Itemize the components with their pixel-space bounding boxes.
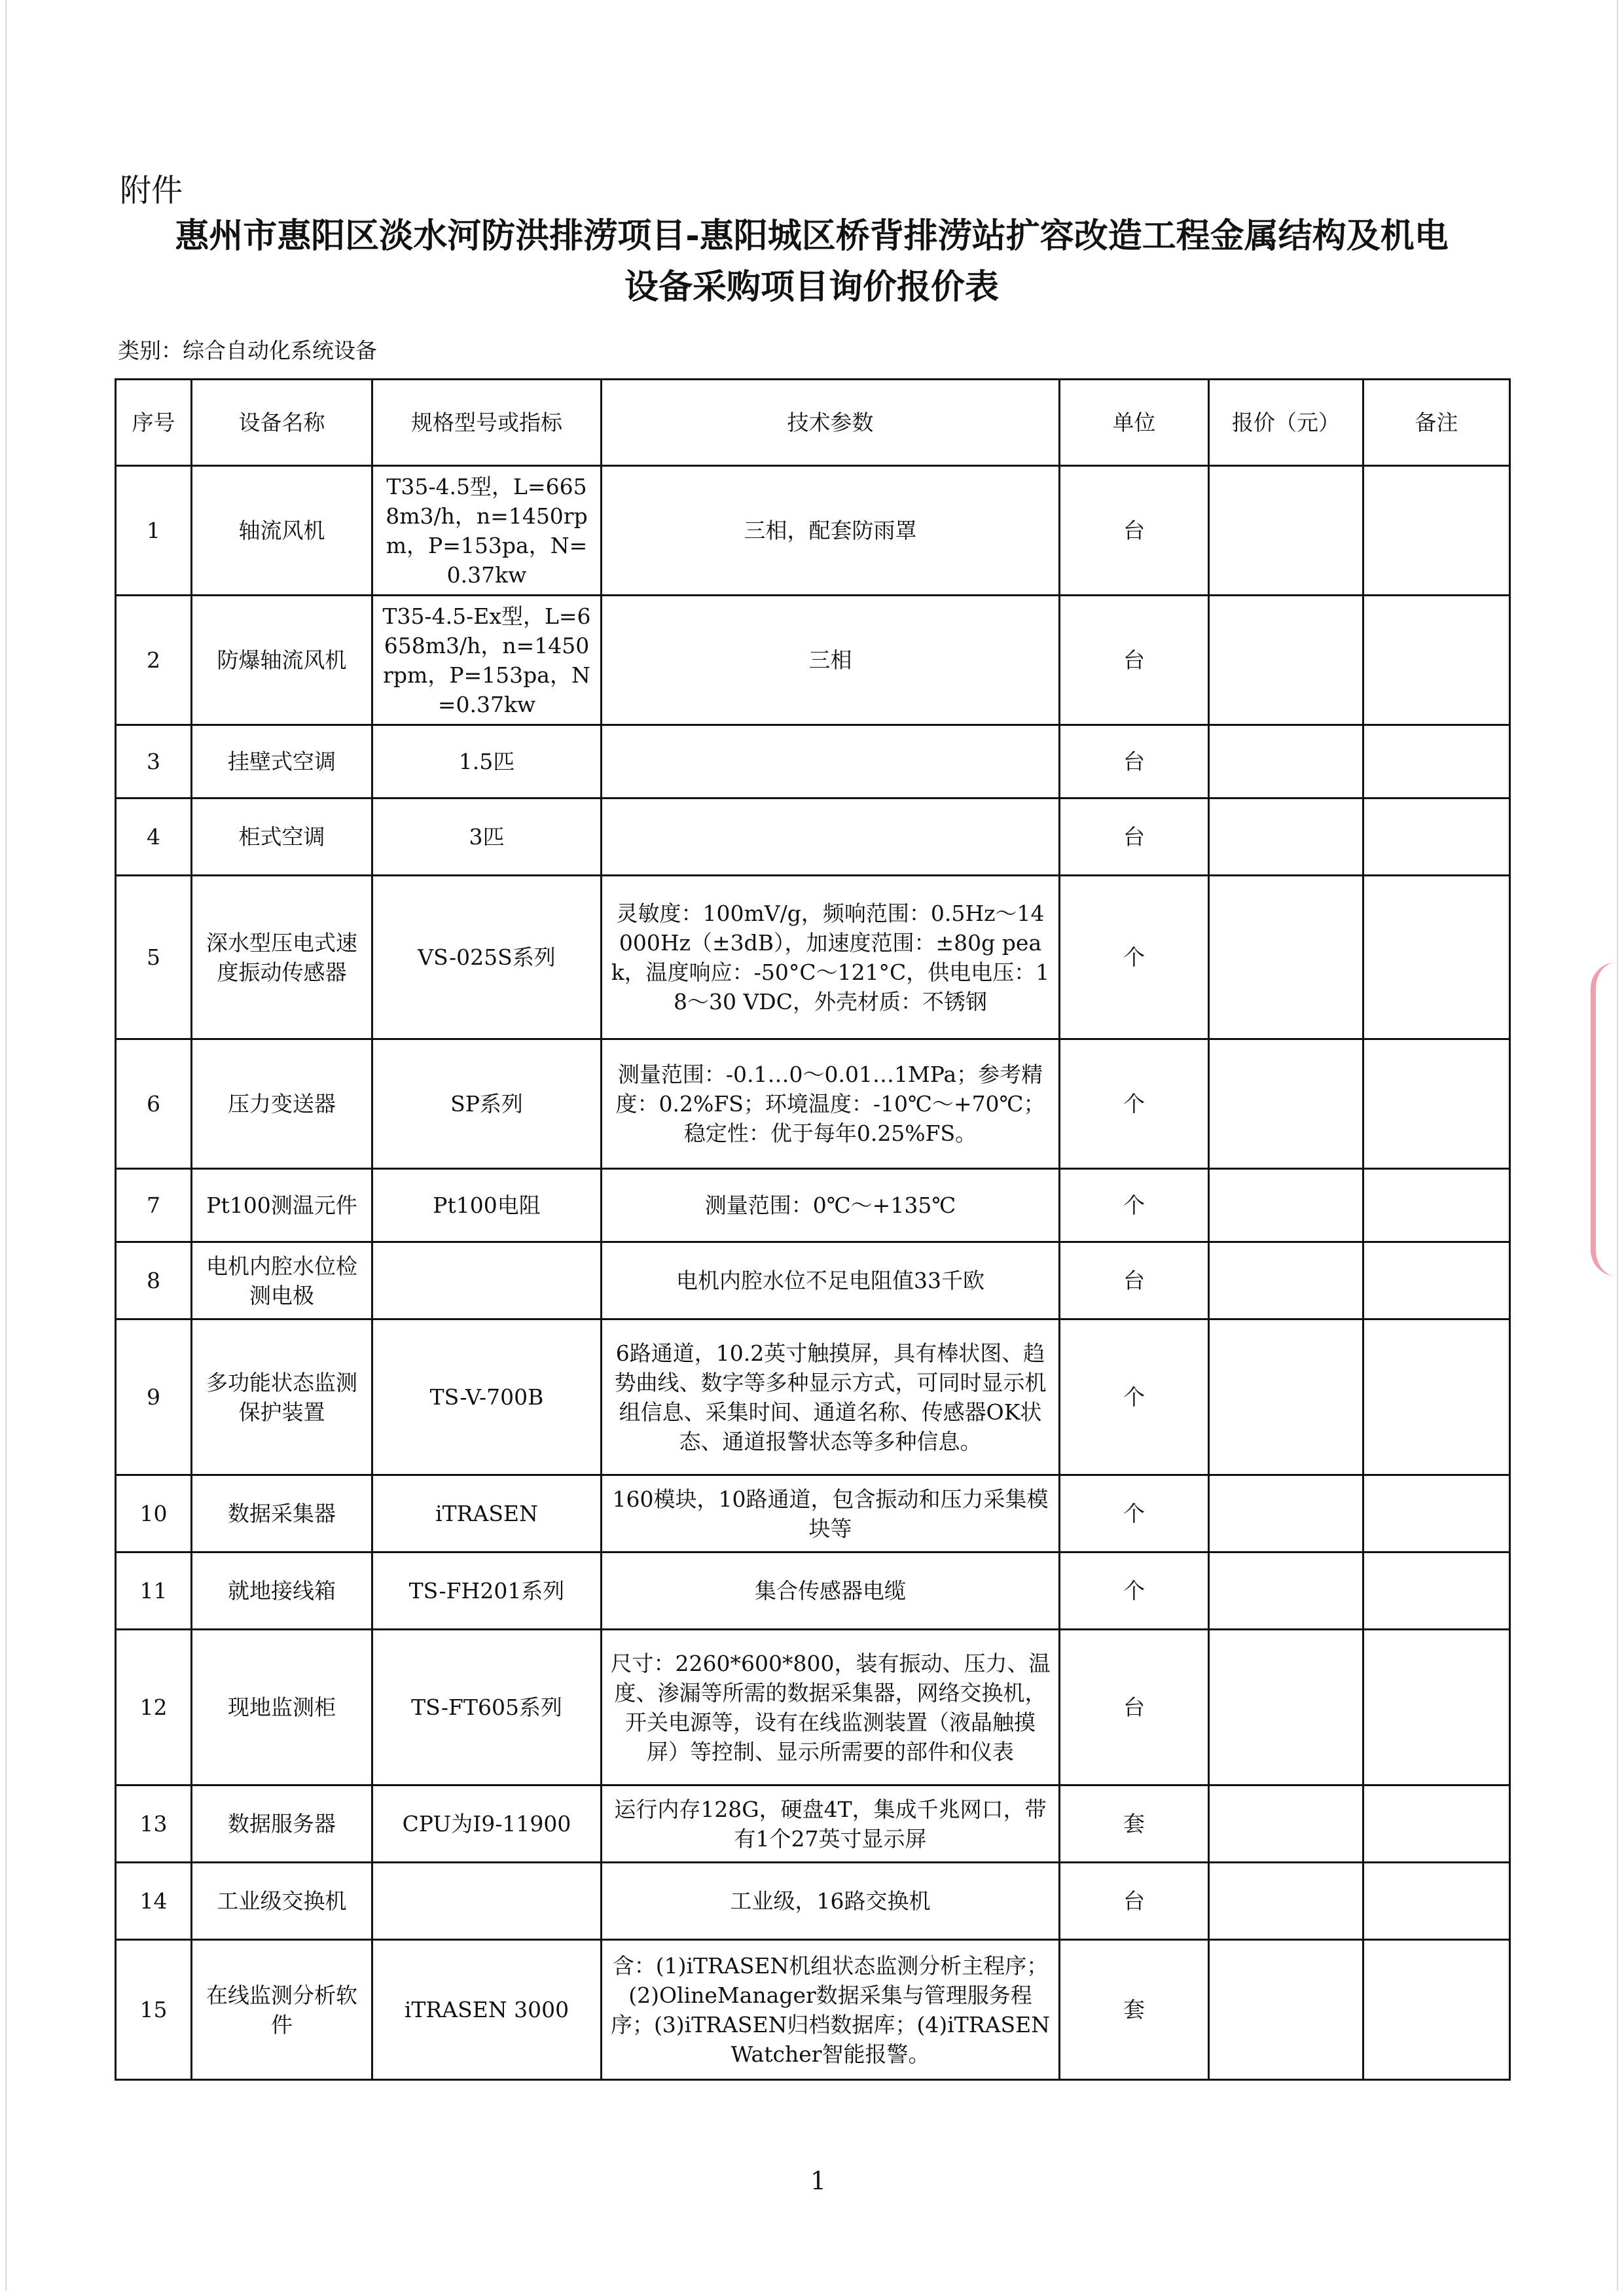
cell-remark[interactable] xyxy=(1363,876,1510,1039)
cell-unit: 套 xyxy=(1060,1785,1209,1863)
cell-remark[interactable] xyxy=(1363,1242,1510,1319)
table-row xyxy=(116,1319,1510,1475)
cell-remark[interactable] xyxy=(1363,1940,1510,2080)
cell-remark[interactable] xyxy=(1363,1785,1510,1863)
cell-no: 10 xyxy=(116,1475,192,1552)
cell-no: 3 xyxy=(116,725,192,798)
table-row xyxy=(116,1169,1510,1242)
table-row xyxy=(116,1630,1510,1785)
cell-spec: TS-V-700B xyxy=(372,1319,602,1475)
cell-spec: 1.5匹 xyxy=(372,725,602,798)
table-row xyxy=(116,596,1510,725)
table-row xyxy=(116,1039,1510,1169)
cell-remark[interactable] xyxy=(1363,466,1510,596)
cell-spec: CPU为I9-11900 xyxy=(372,1785,602,1863)
table-row xyxy=(116,1475,1510,1552)
cell-unit: 个 xyxy=(1060,876,1209,1039)
cell-no: 2 xyxy=(116,596,192,725)
cell-price[interactable] xyxy=(1209,1039,1363,1169)
cell-params: 三相，配套防雨罩 xyxy=(602,466,1060,596)
cell-unit: 台 xyxy=(1060,1863,1209,1940)
cell-price[interactable] xyxy=(1209,1169,1363,1242)
cell-no: 15 xyxy=(116,1940,192,2080)
cell-name: 数据服务器 xyxy=(192,1785,372,1863)
document-title xyxy=(98,211,1525,313)
cell-name: 深水型压电式速度振动传感器 xyxy=(192,876,372,1039)
cell-params: 测量范围：0℃～+135℃ xyxy=(602,1169,1060,1242)
cell-unit: 套 xyxy=(1060,1940,1209,2080)
header-cell: 序号 xyxy=(116,380,192,466)
header-cell: 设备名称 xyxy=(192,380,372,466)
cell-no: 14 xyxy=(116,1863,192,1940)
cell-price[interactable] xyxy=(1209,798,1363,876)
cell-unit: 个 xyxy=(1060,1552,1209,1630)
cell-price[interactable] xyxy=(1209,1552,1363,1630)
cell-params: 集合传感器电缆 xyxy=(602,1552,1060,1630)
cell-unit: 个 xyxy=(1060,1169,1209,1242)
cell-name: 数据采集器 xyxy=(192,1475,372,1552)
table-row xyxy=(116,1863,1510,1940)
cell-spec: iTRASEN 3000 xyxy=(372,1940,602,2080)
cell-unit: 台 xyxy=(1060,798,1209,876)
cell-remark[interactable] xyxy=(1363,1552,1510,1630)
cell-spec xyxy=(372,1863,602,1940)
cell-spec: VS-025S系列 xyxy=(372,876,602,1039)
cell-name: 在线监测分析软件 xyxy=(192,1940,372,2080)
cell-price[interactable] xyxy=(1209,1630,1363,1785)
table-body xyxy=(116,466,1510,2080)
cell-unit: 个 xyxy=(1060,1319,1209,1475)
cell-spec: TS-FT605系列 xyxy=(372,1630,602,1785)
cell-unit: 台 xyxy=(1060,1630,1209,1785)
page-number: 1 xyxy=(810,2166,827,2195)
cell-remark[interactable] xyxy=(1363,1475,1510,1552)
table-row xyxy=(116,1785,1510,1863)
cell-params: 三相 xyxy=(602,596,1060,725)
cell-params: 6路通道，10.2英寸触摸屏，具有棒状图、趋势曲线、数字等多种显示方式，可同时显示机组信息、采集时间、通道名称、传感器OK状态、通道报警状态等多种信息。 xyxy=(602,1319,1060,1475)
cell-remark[interactable] xyxy=(1363,1630,1510,1785)
cell-name: 多功能状态监测保护装置 xyxy=(192,1319,372,1475)
cell-no: 1 xyxy=(116,466,192,596)
header-cell: 单位 xyxy=(1060,380,1209,466)
cell-name: 防爆轴流风机 xyxy=(192,596,372,725)
cell-name: 电机内腔水位检测电极 xyxy=(192,1242,372,1319)
cell-remark[interactable] xyxy=(1363,1169,1510,1242)
cell-spec: 3匹 xyxy=(372,798,602,876)
table-row xyxy=(116,798,1510,876)
cell-spec: T35-4.5-Ex型，L=6658m3/h，n=1450rpm，P=153pa，N=0.37kw xyxy=(372,596,602,725)
cell-remark[interactable] xyxy=(1363,1319,1510,1475)
red-seal-fragment xyxy=(1591,962,1624,1276)
cell-price[interactable] xyxy=(1209,725,1363,798)
table-row xyxy=(116,725,1510,798)
cell-spec: Pt100电阻 xyxy=(372,1169,602,1242)
cell-remark[interactable] xyxy=(1363,725,1510,798)
cell-spec xyxy=(372,1242,602,1319)
cell-unit: 台 xyxy=(1060,596,1209,725)
cell-no: 5 xyxy=(116,876,192,1039)
cell-unit: 台 xyxy=(1060,1242,1209,1319)
cell-spec: TS-FH201系列 xyxy=(372,1552,602,1630)
cell-name: 压力变送器 xyxy=(192,1039,372,1169)
cell-no: 11 xyxy=(116,1552,192,1630)
table-row xyxy=(116,1552,1510,1630)
cell-no: 13 xyxy=(116,1785,192,1863)
cell-price[interactable] xyxy=(1209,1785,1363,1863)
cell-remark[interactable] xyxy=(1363,798,1510,876)
cell-params: 含：(1)iTRASEN机组状态监测分析主程序；(2)OlineManager数据采集与管理服务程序；(3)iTRASEN归档数据库；(4)iTRASEN Watcher智能报警。 xyxy=(602,1940,1060,2080)
header-cell: 技术参数 xyxy=(602,380,1060,466)
cell-params xyxy=(602,725,1060,798)
cell-unit: 个 xyxy=(1060,1475,1209,1552)
cell-params: 工业级，16路交换机 xyxy=(602,1863,1060,1940)
cell-price[interactable] xyxy=(1209,1319,1363,1475)
category-label: 类别：综合自动化系统设备 xyxy=(118,338,377,363)
cell-price[interactable] xyxy=(1209,1475,1363,1552)
cell-unit: 个 xyxy=(1060,1039,1209,1169)
header-cell: 备注 xyxy=(1363,380,1510,466)
cell-spec: T35-4.5型，L=6658m3/h，n=1450rpm，P=153pa，N=0.37kw xyxy=(372,466,602,596)
header-cell: 规格型号或指标 xyxy=(372,380,602,466)
attachment-label: 附件 xyxy=(120,172,183,209)
cell-name: 轴流风机 xyxy=(192,466,372,596)
cell-price[interactable] xyxy=(1209,1863,1363,1940)
cell-no: 9 xyxy=(116,1319,192,1475)
table-row xyxy=(116,1242,1510,1319)
cell-unit: 台 xyxy=(1060,725,1209,798)
cell-no: 7 xyxy=(116,1169,192,1242)
cell-spec: SP系列 xyxy=(372,1039,602,1169)
cell-no: 12 xyxy=(116,1630,192,1785)
table-row xyxy=(116,876,1510,1039)
cell-params: 运行内存128G，硬盘4T，集成千兆网口，带有1个27英寸显示屏 xyxy=(602,1785,1060,1863)
cell-params: 160模块，10路通道，包含振动和压力采集模块等 xyxy=(602,1475,1060,1552)
cell-params: 测量范围：-0.1…0～0.01…1MPa；参考精度：0.2%FS；环境温度：-10℃～+70℃；稳定性：优于每年0.25%FS。 xyxy=(602,1039,1060,1169)
cell-price[interactable] xyxy=(1209,1940,1363,2080)
cell-no: 8 xyxy=(116,1242,192,1319)
cell-remark[interactable] xyxy=(1363,596,1510,725)
cell-name: 工业级交换机 xyxy=(192,1863,372,1940)
table-header-row xyxy=(116,380,1510,466)
table-row xyxy=(116,466,1510,596)
cell-price[interactable] xyxy=(1209,876,1363,1039)
cell-spec: iTRASEN xyxy=(372,1475,602,1552)
cell-name: 挂壁式空调 xyxy=(192,725,372,798)
cell-remark[interactable] xyxy=(1363,1863,1510,1940)
table-row xyxy=(116,1940,1510,2080)
cell-params: 灵敏度：100mV/g，频响范围：0.5Hz～14000Hz（±3dB），加速度范围：±80g peak，温度响应：-50°C～121°C，供电电压：18～30 VDC，外壳材质：不锈钢 xyxy=(602,876,1060,1039)
cell-unit: 台 xyxy=(1060,466,1209,596)
cell-name: Pt100测温元件 xyxy=(192,1169,372,1242)
cell-name: 现地监测柜 xyxy=(192,1630,372,1785)
cell-no: 6 xyxy=(116,1039,192,1169)
quotation-table xyxy=(115,378,1511,2081)
title-line-1: 惠州市惠阳区淡水河防洪排涝项目-惠阳城区桥背排涝站扩容改造工程金属结构及机电 xyxy=(175,217,1449,256)
cell-price[interactable] xyxy=(1209,1242,1363,1319)
cell-remark[interactable] xyxy=(1363,1039,1510,1169)
cell-price[interactable] xyxy=(1209,596,1363,725)
cell-name: 就地接线箱 xyxy=(192,1552,372,1630)
cell-params: 尺寸：2260*600*800，装有振动、压力、温度、渗漏等所需的数据采集器，网络交换机，开关电源等，设有在线监测装置（液晶触摸屏）等控制、显示所需要的部件和仪表 xyxy=(602,1630,1060,1785)
header-cell: 报价（元） xyxy=(1209,380,1363,466)
cell-price[interactable] xyxy=(1209,466,1363,596)
cell-params: 电机内腔水位不足电阻值33千欧 xyxy=(602,1242,1060,1319)
cell-params xyxy=(602,798,1060,876)
title-line-2: 设备采购项目询价报价表 xyxy=(624,268,999,307)
cell-no: 4 xyxy=(116,798,192,876)
cell-name: 柜式空调 xyxy=(192,798,372,876)
